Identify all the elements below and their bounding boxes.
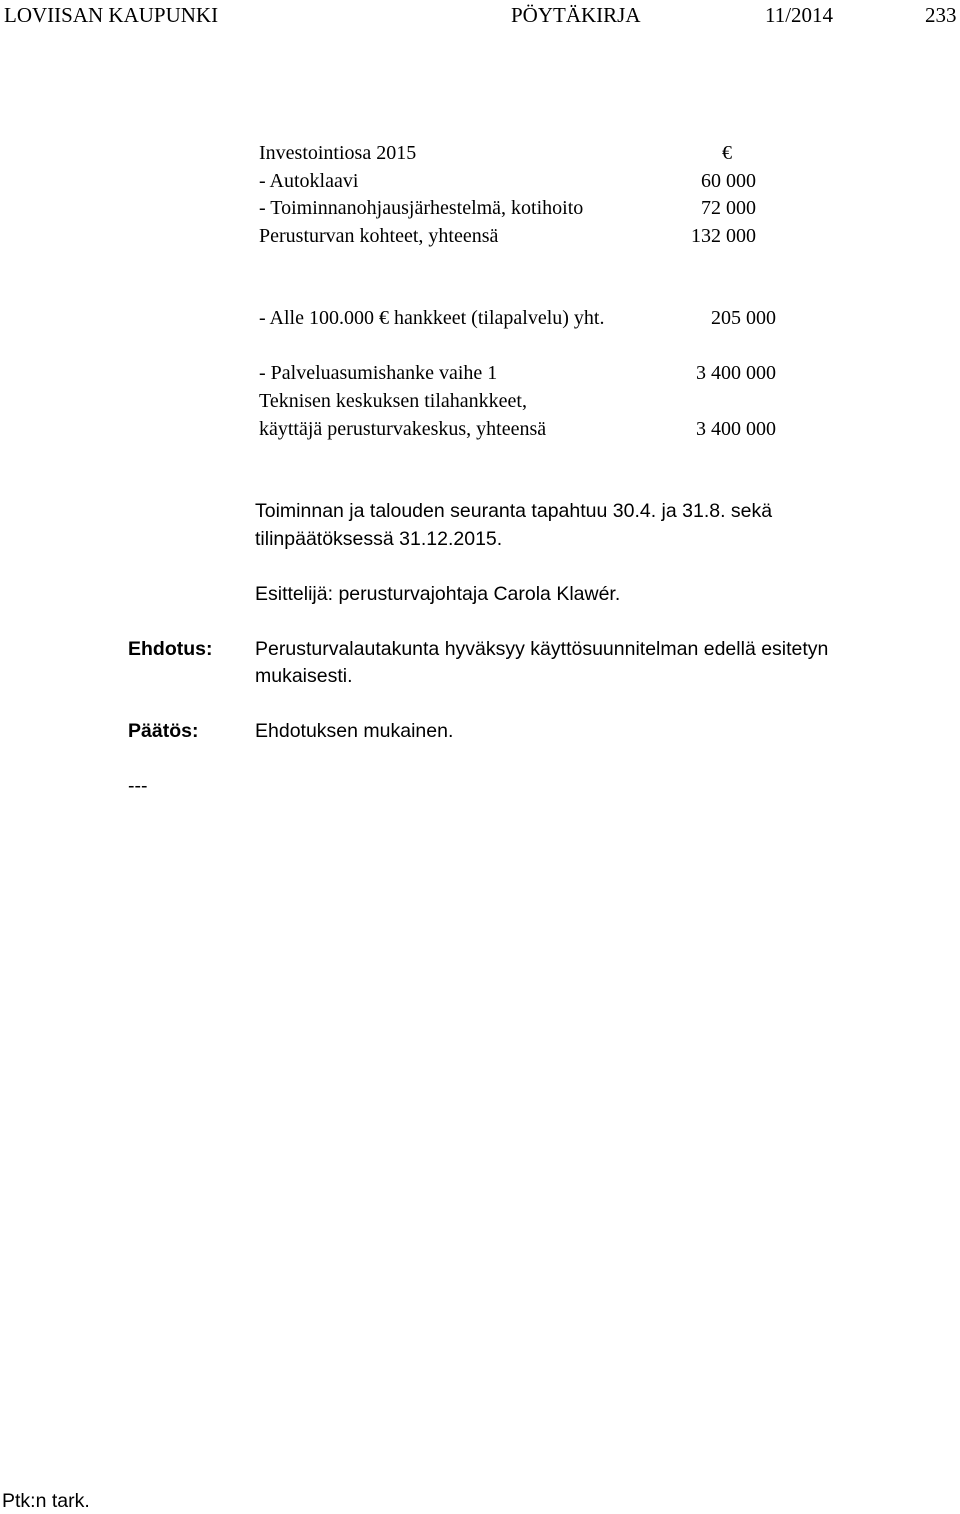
monitoring-text-line2: tilinpäätöksessä 31.12.2015. (255, 528, 503, 550)
proposal-text-line1: Perusturvalautakunta hyväksyy käyttösuunnitelman edellä esitetyn (255, 638, 829, 660)
housing-project-value: 3 400 000 (696, 362, 776, 384)
section-separator: --- (128, 775, 148, 797)
investment-total-value: 132 000 (691, 225, 756, 247)
header-org: LOVIISAN KAUPUNKI (4, 3, 219, 27)
decision-text: Ehdotuksen mukainen. (255, 720, 454, 742)
proposal-text-line2: mukaisesti. (255, 665, 353, 687)
footer-check-label: Ptk:n tark. (2, 1490, 90, 1512)
housing-project-label: - Palveluasumishanke vaihe 1 (259, 362, 498, 384)
currency-symbol: € (722, 142, 732, 164)
proposal-label: Ehdotus: (128, 638, 213, 660)
presenter-text: Esittelijä: perusturvajohtaja Carola Klawér. (255, 583, 621, 605)
small-projects-value: 205 000 (711, 307, 776, 329)
tech-center-label: Teknisen keskuksen tilahankkeet, (259, 390, 527, 412)
investment-row-label: - Autoklaavi (259, 170, 359, 192)
monitoring-text-line1: Toiminnan ja talouden seuranta tapahtuu 30.4. ja 31.8. sekä (255, 500, 773, 522)
tech-center-total-value: 3 400 000 (696, 418, 776, 440)
header-issue: 11/2014 (765, 3, 834, 27)
investment-row-value: 60 000 (701, 170, 756, 192)
investment-row-label: - Toiminnanohjausjärhestelmä, kotihoito (259, 197, 584, 219)
header-doc-type: PÖYTÄKIRJA (511, 3, 641, 27)
investment-row-value: 72 000 (701, 197, 756, 219)
decision-label: Päätös: (128, 720, 199, 742)
investment-title: Investointiosa 2015 (259, 142, 417, 164)
tech-center-total-label: käyttäjä perusturvakeskus, yhteensä (259, 418, 547, 440)
small-projects-label: - Alle 100.000 € hankkeet (tilapalvelu) yht. (259, 307, 605, 329)
header-page-number: 233 (925, 3, 957, 27)
investment-total-label: Perusturvan kohteet, yhteensä (259, 225, 499, 247)
